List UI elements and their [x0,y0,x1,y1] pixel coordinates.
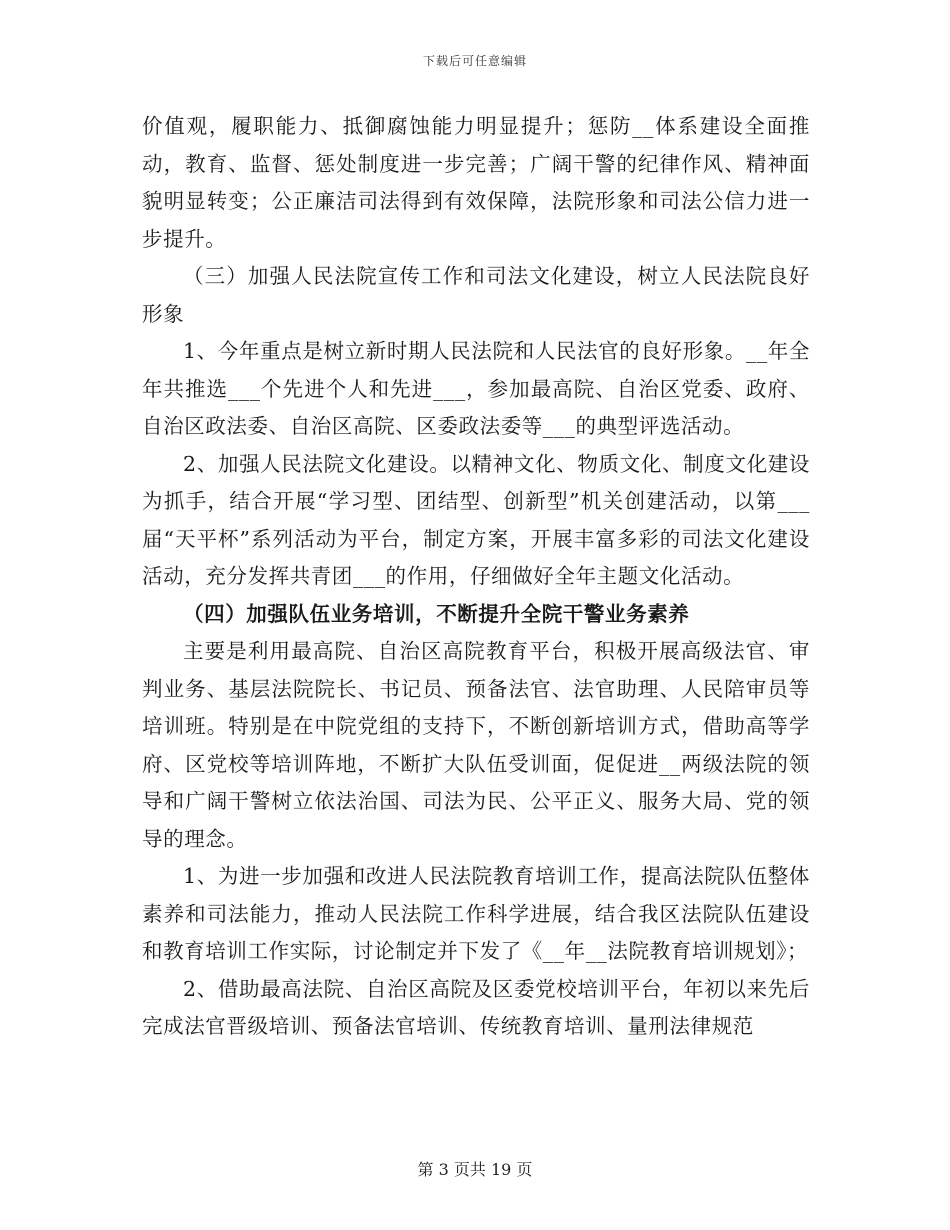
paragraph: 1、今年重点是树立新时期人民法院和人民法官的良好形象。__年全年共推选___个先进个人和先进___，参加最高院、自治区党委、政府、自治区政法委、自治区高院、区委政法委等___的典型评选活动。 [142,339,811,438]
paragraph: 2、加强人民法院文化建设。以精神文化、物质文化、制度文化建设为抓手，结合开展“学习型、团结型、创新型”机关创建活动，以第___届“天平杯”系列活动为平台，制定方案，开展丰富多彩的司法文化建设活动，充分发挥共青团___的作用，仔细做好全年主题文化活动。 [142,451,810,588]
section-heading-3: （三）加强人民法院宣传工作和司法文化建设，树立人民法院良好形象 [142,264,810,326]
paragraph-continuation: 价值观，履职能力、抵御腐蚀能力明显提升；惩防__体系建设全面推动，教育、监督、惩处制度进一步完善；广阔干警的纪律作风、精神面貌明显转变；公正廉洁司法得到有效保障，法院形象和司法公信力进一步提升。 [142,114,810,251]
paragraph: 1、为进一步加强和改进人民法院教育培训工作，提高法院队伍整体素养和司法能力，推动人民法院工作科学进展，结合我区法院队伍建设和教育培训工作实际，讨论制定并下发了《__年__法院教育培训规划》； [142,864,810,963]
section-heading-4: （四）加强队伍业务培训，不断提升全院干警业务素养 [183,601,690,626]
document-body [142,108,810,1046]
paragraph: 主要是利用最高院、自治区高院教育平台，积极开展高级法官、审判业务、基层法院院长、书记员、预备法官、法官助理、人民陪审员等培训班。特别是在中院党组的支持下，不断创新培训方式，借助高等学府、区党校等培训阵地，不断扩大队伍受训面，促促进__两级法院的领导和广阔干警树立依法治国、司法为民、公平正义、服务大局、党的领导的理念。 [142,639,810,851]
page-footer: 第 3 页共 19 页 [417,1160,533,1179]
paragraph: 2、借助最高法院、自治区高院及区委党校培训平台，年初以来先后完成法官晋级培训、预备法官培训、传统教育培训、量刑法律规范 [142,976,810,1038]
page-header: 下载后可任意编辑 [422,54,527,68]
